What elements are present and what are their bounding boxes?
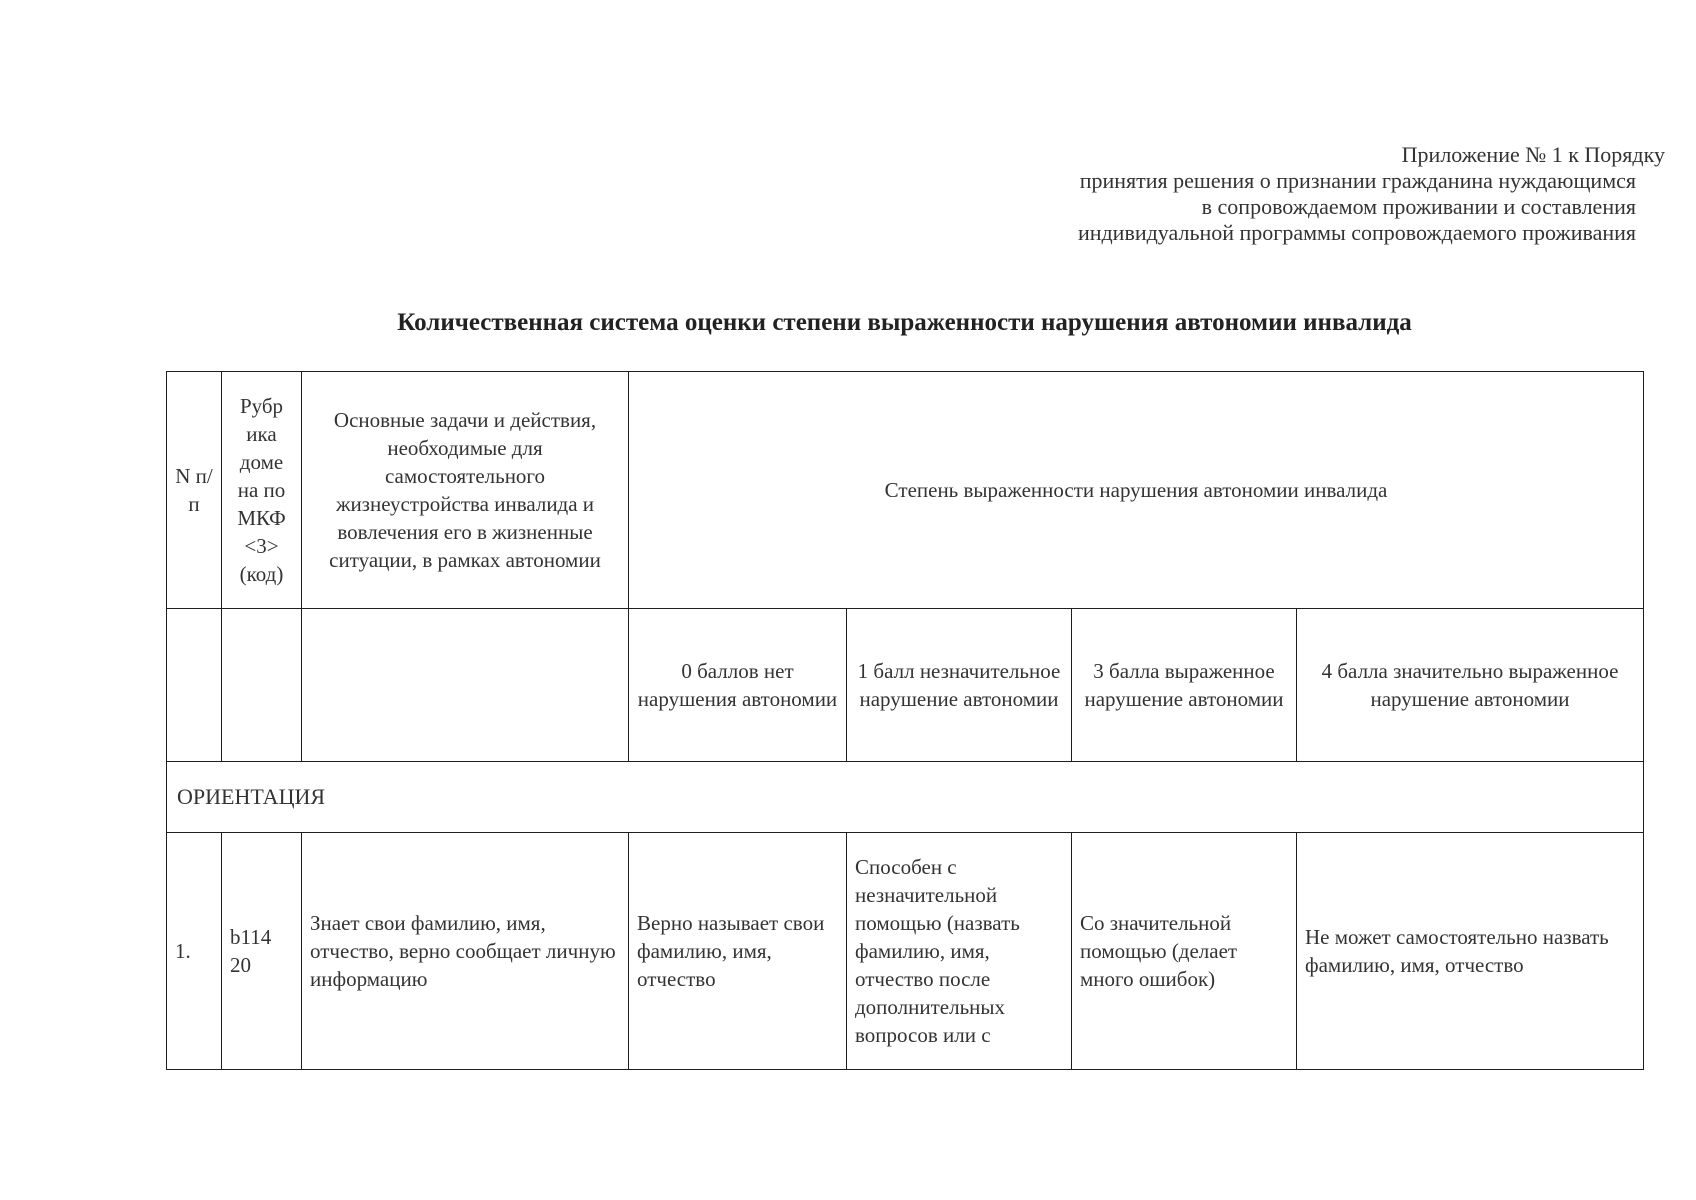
row-score-4: Не может самостоятельно назвать фамилию, имя, отчество	[1297, 833, 1644, 1070]
empty-cell	[167, 609, 222, 762]
table-row	[167, 833, 1644, 1070]
score-0-header: 0 баллов нет нарушения автономии	[629, 609, 847, 762]
appendix-line: Приложение № 1 к Порядку	[1401, 142, 1665, 167]
score-1-header: 1 балл незначительное нарушение автономии	[847, 609, 1072, 762]
row-icf-code: b114 20	[222, 833, 302, 1070]
section-title: ОРИЕНТАЦИЯ	[167, 762, 1644, 833]
document-title: Количественная система оценки степени выраженности нарушения автономии инвалида	[397, 309, 1412, 336]
row-task: Знает свои фамилию, имя, отчество, верно сообщает личную информацию	[302, 833, 629, 1070]
row-score-0: Верно называет свои фамилию, имя, отчество	[629, 833, 847, 1070]
header-number: N п/п	[167, 372, 222, 609]
empty-cell	[302, 609, 629, 762]
header-tasks: Основные задачи и действия, необходимые для самостоятельного жизнеустройства инвалида и вовлечения его в жизненные ситуации, в рамках автономии	[302, 372, 629, 609]
header-degree: Степень выраженности нарушения автономии инвалида	[629, 372, 1644, 609]
appendix-line: в сопровождаемом проживании и составления	[1201, 194, 1636, 219]
appendix-line: индивидуальной программы сопровождаемого проживания	[1077, 220, 1636, 245]
appendix-reference	[1077, 142, 1665, 246]
header-icf-code: Рубр ика доме на по МКФ <3> (код)	[222, 372, 302, 609]
section-row	[167, 762, 1644, 833]
score-header-row	[167, 609, 1644, 762]
empty-cell	[222, 609, 302, 762]
header-row	[167, 372, 1644, 609]
row-number: 1.	[167, 833, 222, 1070]
row-score-3: Со значительной помощью (делает много ошибок)	[1072, 833, 1297, 1070]
row-score-1: Способен с незначительной помощью (назвать фамилию, имя, отчество после дополнительных вопросов или с	[847, 833, 1072, 1070]
score-4-header: 4 балла значительно выраженное нарушение автономии	[1297, 609, 1644, 762]
score-3-header: 3 балла выраженное нарушение автономии	[1072, 609, 1297, 762]
appendix-line: принятия решения о признании гражданина нуждающимся	[1079, 168, 1636, 193]
assessment-table	[166, 371, 1644, 1070]
